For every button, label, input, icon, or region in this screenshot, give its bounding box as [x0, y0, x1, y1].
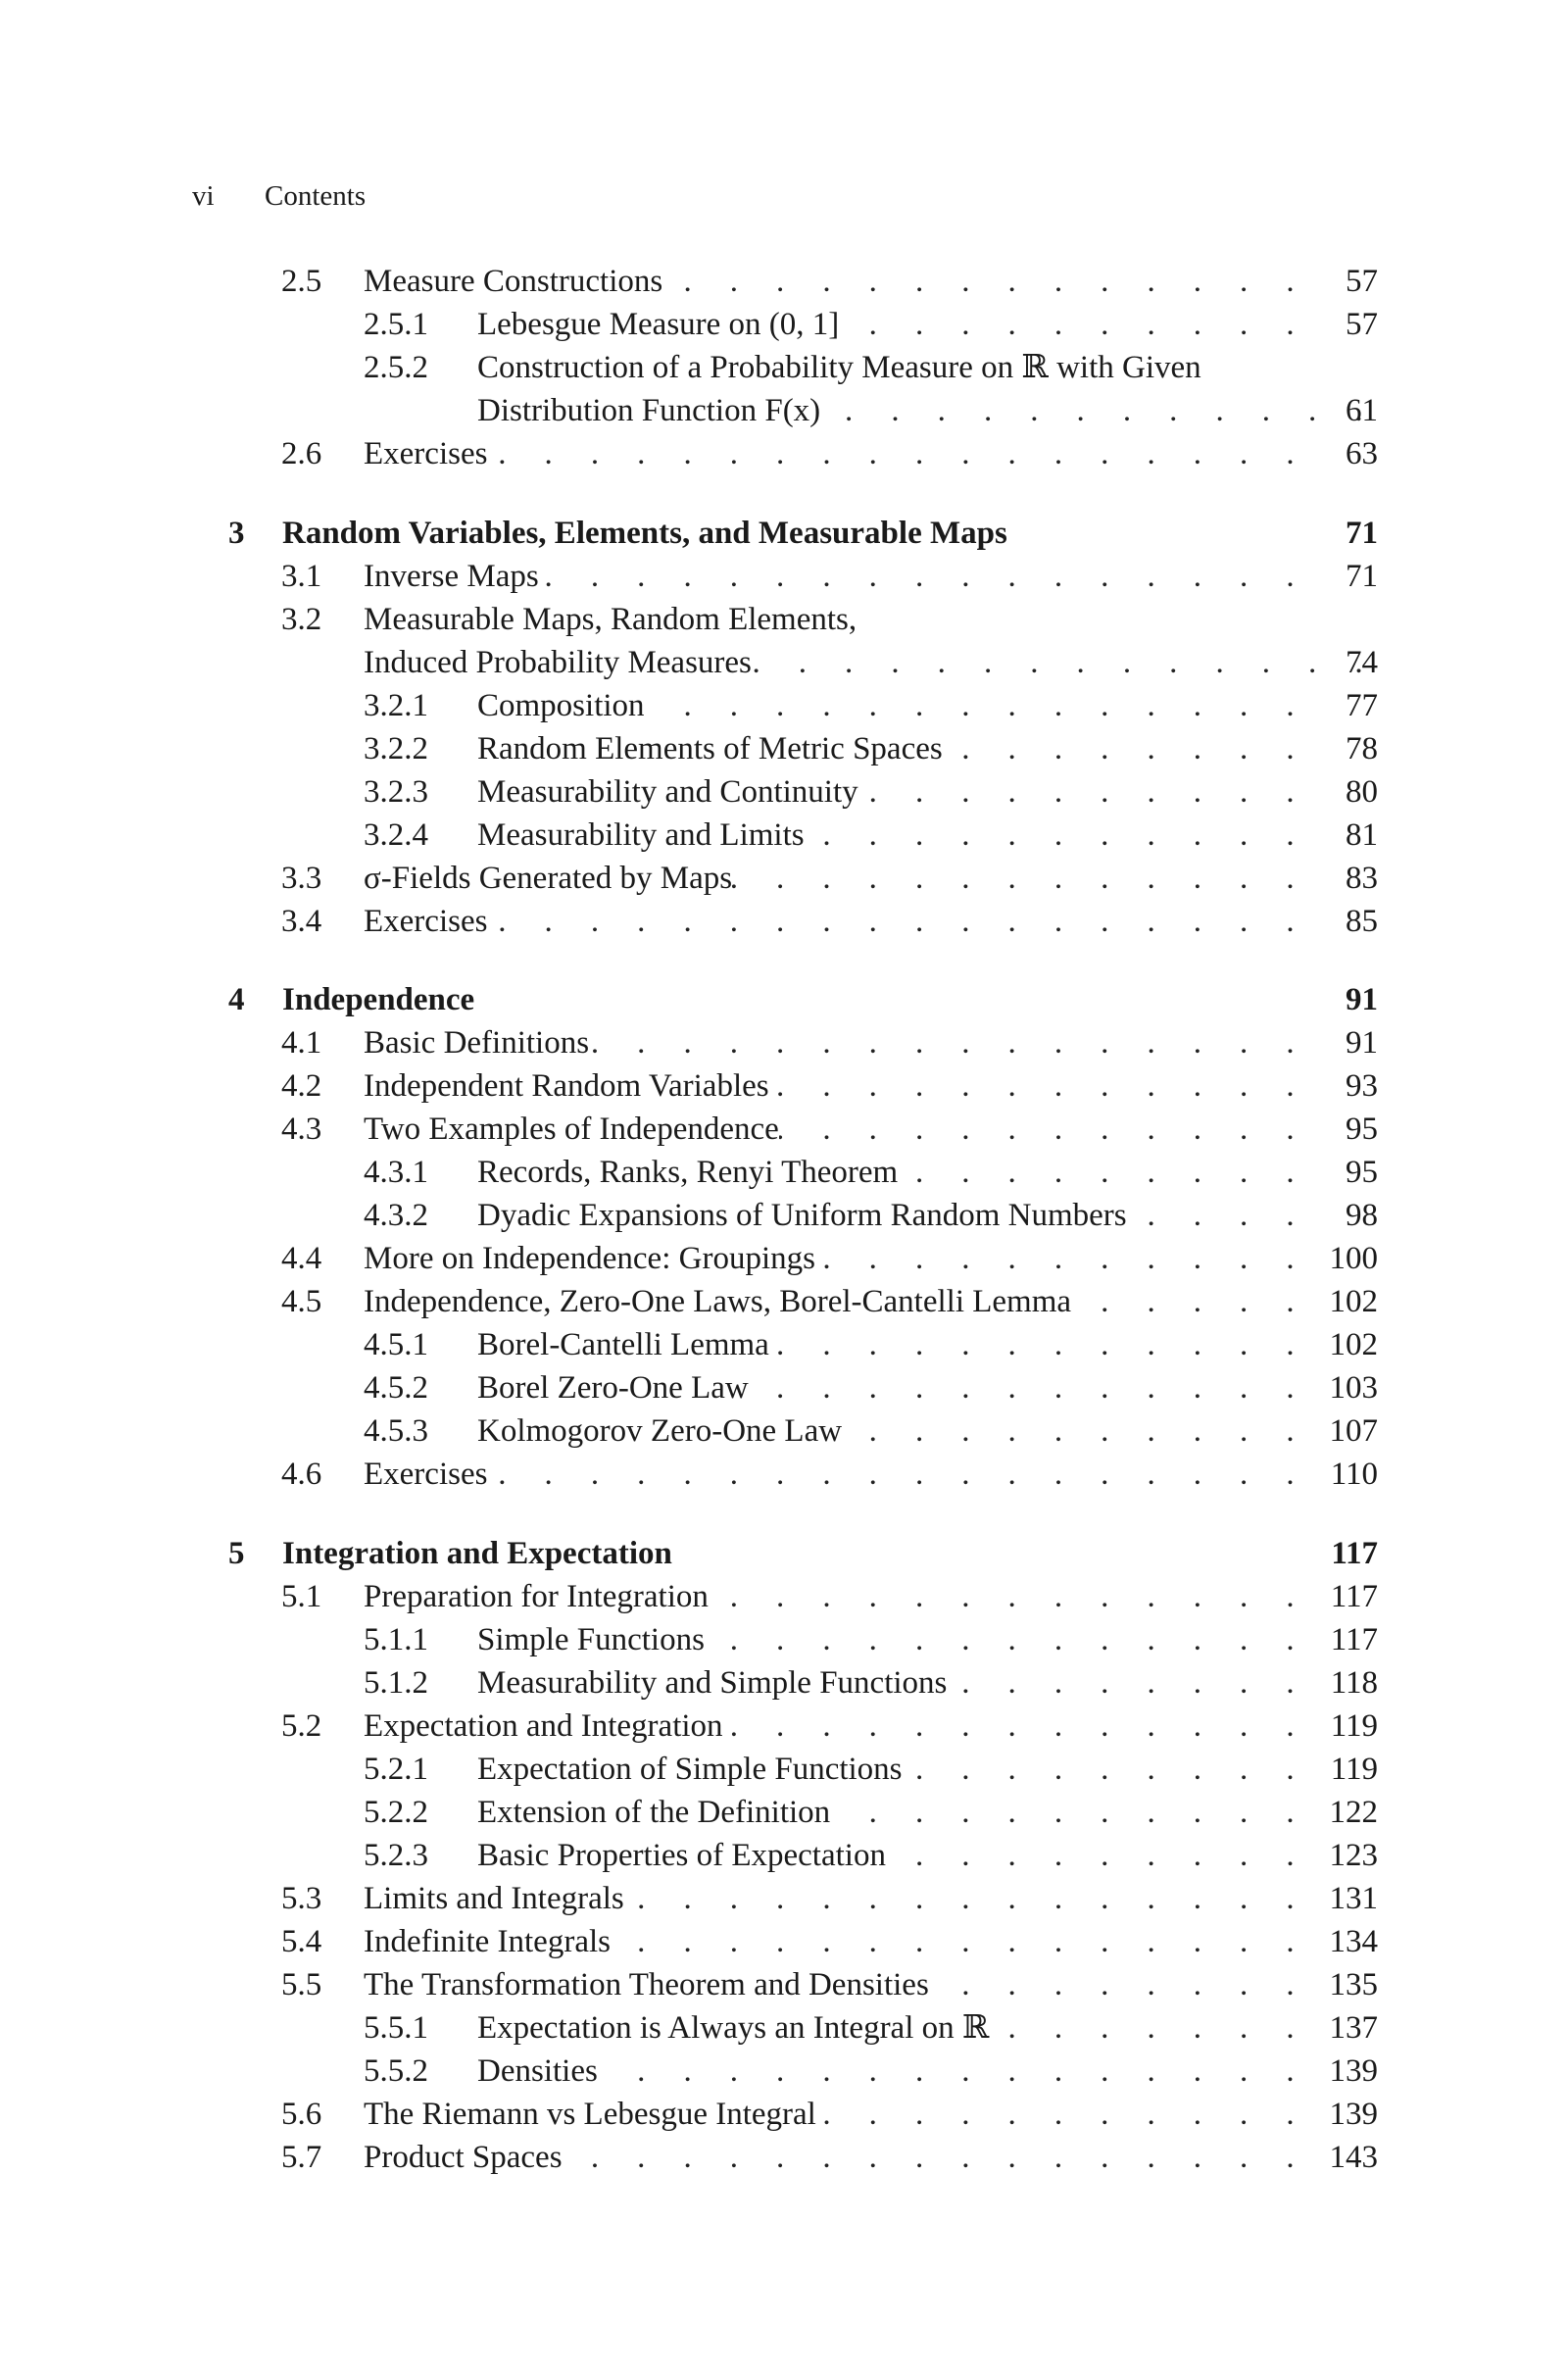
dot-leader [624, 1877, 1309, 1920]
entry-page: 81 [1346, 817, 1378, 853]
toc-entry[interactable] [0, 1064, 1568, 1108]
entry-page: 80 [1346, 774, 1378, 810]
entry-title: Measurability and Simple Functions [477, 1665, 948, 1701]
dot-leader [487, 1453, 1309, 1496]
dot-leader [732, 857, 1309, 900]
section-number: 5.6 [281, 2097, 322, 2132]
dot-leader [709, 1575, 1309, 1618]
dot-leader [749, 1366, 1309, 1409]
chapter-number: 3 [228, 516, 245, 551]
entry-page: 74 [1346, 645, 1378, 680]
dot-leader [820, 389, 1378, 432]
chapter-number: 5 [228, 1536, 245, 1571]
toc-entry[interactable] [0, 555, 1568, 598]
section-number: 5.2.1 [364, 1752, 428, 1787]
section-number: 5.5 [281, 1967, 322, 2002]
entry-page: 137 [1329, 2010, 1378, 2046]
entry-page: 71 [1346, 559, 1378, 594]
entry-title: More on Independence: Groupings [364, 1241, 815, 1276]
dot-leader [1127, 1194, 1309, 1237]
dot-leader [1071, 1280, 1309, 1323]
dot-leader [816, 2093, 1309, 2136]
entry-page: 122 [1329, 1795, 1378, 1830]
dot-leader [662, 260, 1309, 303]
entry-title: Independent Random Variables [364, 1068, 769, 1104]
toc-entry[interactable] [0, 814, 1568, 857]
entry-title: Borel-Cantelli Lemma [477, 1327, 769, 1362]
entry-title: Expectation and Integration [364, 1708, 723, 1744]
toc-entry[interactable] [0, 1194, 1568, 1237]
toc-entry[interactable] [0, 727, 1568, 770]
section-number: 3.2 [281, 602, 322, 637]
section-number: 3.3 [281, 861, 322, 896]
entry-title: Measurable Maps, Random Elements, [364, 602, 858, 637]
dot-leader [752, 641, 1378, 684]
toc-entry[interactable] [0, 2006, 1568, 2050]
chapter-title: Random Variables, Elements, and Measurable Maps [282, 516, 1007, 551]
toc-entry[interactable] [0, 1920, 1568, 1963]
section-number: 4.4 [281, 1241, 322, 1276]
entry-page: 102 [1329, 1284, 1378, 1319]
toc-entry[interactable] [0, 2093, 1568, 2136]
dot-leader [487, 432, 1309, 475]
dot-leader [645, 684, 1309, 727]
running-title: Contents [265, 180, 367, 212]
entry-page: 131 [1329, 1881, 1378, 1916]
entry-title: Kolmogorov Zero-One Law [477, 1413, 843, 1449]
section-number: 5.2 [281, 1708, 322, 1744]
toc-entry[interactable] [0, 1618, 1568, 1661]
entry-title: Distribution Function F(x) [477, 393, 821, 428]
section-number: 5.2.2 [364, 1795, 428, 1830]
entry-page: 143 [1329, 2140, 1378, 2175]
entry-title: Measurability and Continuity [477, 774, 858, 810]
entry-title: Densities [477, 2053, 598, 2089]
toc-entry[interactable] [0, 1237, 1568, 1280]
toc-entry[interactable] [0, 2050, 1568, 2093]
section-number: 2.5.1 [364, 307, 428, 342]
section-number: 3.2.4 [364, 817, 428, 853]
dot-leader [929, 1963, 1309, 2006]
toc-entry[interactable] [0, 1963, 1568, 2006]
toc-entry[interactable] [0, 1834, 1568, 1877]
entry-page: 139 [1329, 2097, 1378, 2132]
section-number: 5.7 [281, 2140, 322, 2175]
entry-title: Extension of the Definition [477, 1795, 831, 1830]
section-number: 4.3.2 [364, 1198, 428, 1233]
entry-title: Measurability and Limits [477, 817, 805, 853]
entry-title: Construction of a Probability Measure on ℝ with Given [477, 350, 1201, 385]
entry-title: Composition [477, 688, 645, 723]
dot-leader [563, 2136, 1309, 2179]
dot-leader [815, 1237, 1309, 1280]
dot-leader [989, 2006, 1309, 2050]
toc-entry[interactable] [0, 1748, 1568, 1791]
entry-page: 100 [1329, 1241, 1378, 1276]
section-number: 4.5.1 [364, 1327, 428, 1362]
toc-chapter[interactable] [0, 512, 1568, 555]
dot-leader [779, 1108, 1309, 1151]
dot-leader [947, 1661, 1309, 1705]
entry-title: The Riemann vs Lebesgue Integral [364, 2097, 816, 2132]
entry-title: Basic Properties of Expectation [477, 1838, 886, 1873]
entry-title: Random Elements of Metric Spaces [477, 731, 943, 766]
entry-title: Preparation for Integration [364, 1579, 709, 1614]
entry-page: 102 [1329, 1327, 1378, 1362]
entry-title: Independence, Zero-One Laws, Borel-Cantelli Lemma [364, 1284, 1072, 1319]
entry-page: 117 [1330, 1579, 1378, 1614]
entry-page: 119 [1330, 1752, 1378, 1787]
entry-title: Exercises [364, 436, 488, 471]
entry-page: 103 [1329, 1370, 1378, 1406]
entry-page: 95 [1346, 1112, 1378, 1147]
entry-title: Measure Constructions [364, 264, 663, 299]
entry-page: 93 [1346, 1068, 1378, 1104]
entry-page: 134 [1329, 1924, 1378, 1959]
toc-entry[interactable] [0, 1705, 1568, 1748]
entry-title: Borel Zero-One Law [477, 1370, 749, 1406]
dot-leader [858, 770, 1309, 814]
entry-page: 83 [1346, 861, 1378, 896]
toc-entry[interactable] [0, 598, 1568, 641]
section-number: 3.1 [281, 559, 322, 594]
entry-page: 118 [1330, 1665, 1378, 1701]
section-number: 4.3 [281, 1112, 322, 1147]
toc-entry[interactable] [0, 1323, 1568, 1366]
dot-leader [539, 555, 1309, 598]
dot-leader [903, 1748, 1309, 1791]
toc-entry[interactable] [0, 1108, 1568, 1151]
entry-title: σ-Fields Generated by Maps [364, 861, 733, 896]
section-number: 4.6 [281, 1457, 322, 1492]
chapter-page: 71 [1346, 516, 1378, 551]
entry-page: 63 [1346, 436, 1378, 471]
dot-leader [898, 1151, 1309, 1194]
toc-entry[interactable] [0, 1409, 1568, 1453]
toc-entry[interactable] [0, 2136, 1568, 2179]
entry-title: Inverse Maps [364, 559, 539, 594]
entry-title: Exercises [364, 904, 488, 939]
toc-entry-continuation[interactable] [0, 389, 1568, 432]
entry-page: 107 [1329, 1413, 1378, 1449]
section-number: 4.1 [281, 1025, 322, 1061]
entry-page: 98 [1346, 1198, 1378, 1233]
dot-leader [769, 1064, 1309, 1108]
toc-entry[interactable] [0, 303, 1568, 346]
toc-entry[interactable] [0, 900, 1568, 943]
toc-entry[interactable] [0, 857, 1568, 900]
toc-entry-continuation[interactable] [0, 641, 1568, 684]
entry-page: 77 [1346, 688, 1378, 723]
section-number: 3.2.1 [364, 688, 428, 723]
section-number: 2.6 [281, 436, 322, 471]
section-number: 5.1.1 [364, 1622, 428, 1657]
dot-leader [598, 2050, 1309, 2093]
section-number: 4.5 [281, 1284, 322, 1319]
running-head [192, 174, 366, 218]
dot-leader [805, 814, 1309, 857]
chapter-title: Independence [282, 982, 475, 1017]
entry-page: 95 [1346, 1155, 1378, 1190]
entry-page: 57 [1346, 307, 1378, 342]
section-number: 3.2.2 [364, 731, 428, 766]
dot-leader [611, 1920, 1309, 1963]
dot-leader [723, 1705, 1309, 1748]
dot-leader [886, 1834, 1309, 1877]
toc-entry[interactable] [0, 1661, 1568, 1705]
toc-entry[interactable] [0, 770, 1568, 814]
entry-title: Records, Ranks, Renyi Theorem [477, 1155, 899, 1190]
section-number: 3.4 [281, 904, 322, 939]
section-number: 4.2 [281, 1068, 322, 1104]
entry-page: 61 [1346, 393, 1378, 428]
entry-page: 78 [1346, 731, 1378, 766]
section-number: 4.5.3 [364, 1413, 428, 1449]
dot-leader [943, 727, 1309, 770]
section-number: 4.3.1 [364, 1155, 428, 1190]
section-number: 4.5.2 [364, 1370, 428, 1406]
toc-entry[interactable] [0, 260, 1568, 303]
dot-leader [487, 900, 1309, 943]
entry-title: Lebesgue Measure on (0, 1] [477, 307, 840, 342]
chapter-number: 4 [228, 982, 245, 1017]
toc-entry[interactable] [0, 1151, 1568, 1194]
dot-leader [769, 1323, 1309, 1366]
section-number: 2.5 [281, 264, 322, 299]
chapter-page: 117 [1331, 1536, 1378, 1571]
section-number: 5.1 [281, 1579, 322, 1614]
entry-page: 119 [1330, 1708, 1378, 1744]
entry-page: 85 [1346, 904, 1378, 939]
dot-leader [830, 1791, 1309, 1834]
toc-entry[interactable] [0, 1877, 1568, 1920]
toc-chapter[interactable] [0, 978, 1568, 1021]
entry-title: Limits and Integrals [364, 1881, 624, 1916]
entry-page: 110 [1330, 1457, 1378, 1492]
chapter-page: 91 [1346, 982, 1378, 1017]
entry-title: Induced Probability Measures [364, 645, 752, 680]
section-number: 5.5.2 [364, 2053, 428, 2089]
toc-entry[interactable] [0, 684, 1568, 727]
section-number: 5.1.2 [364, 1665, 428, 1701]
dot-leader [705, 1618, 1309, 1661]
toc-entry[interactable] [0, 1791, 1568, 1834]
entry-title: Simple Functions [477, 1622, 705, 1657]
entry-title: Product Spaces [364, 2140, 563, 2175]
toc-entry[interactable] [0, 1021, 1568, 1064]
entry-title: Exercises [364, 1457, 488, 1492]
section-number: 5.4 [281, 1924, 322, 1959]
entry-title: Basic Definitions [364, 1025, 590, 1061]
section-number: 5.2.3 [364, 1838, 428, 1873]
entry-page: 117 [1330, 1622, 1378, 1657]
entry-title: Expectation of Simple Functions [477, 1752, 903, 1787]
entry-title: Dyadic Expansions of Uniform Random Numbers [477, 1198, 1127, 1233]
toc-entry[interactable] [0, 346, 1568, 389]
section-number: 3.2.3 [364, 774, 428, 810]
section-number: 2.5.2 [364, 350, 428, 385]
toc-entry[interactable] [0, 1280, 1568, 1323]
dot-leader [842, 1409, 1309, 1453]
entry-title: Indefinite Integrals [364, 1924, 611, 1959]
toc-entry[interactable] [0, 1366, 1568, 1409]
section-number: 5.3 [281, 1881, 322, 1916]
entry-title: The Transformation Theorem and Densities [364, 1967, 929, 2002]
toc-chapter[interactable] [0, 1532, 1568, 1575]
page-number: vi [192, 180, 215, 212]
toc-entry[interactable] [0, 1453, 1568, 1496]
toc-entry[interactable] [0, 432, 1568, 475]
section-number: 5.5.1 [364, 2010, 428, 2046]
entry-title: Expectation is Always an Integral on ℝ [477, 2010, 990, 2046]
entry-page: 135 [1329, 1967, 1378, 2002]
entry-title: Two Examples of Independence [364, 1112, 779, 1147]
dot-leader [589, 1021, 1309, 1064]
entry-page: 91 [1346, 1025, 1378, 1061]
entry-page: 123 [1329, 1838, 1378, 1873]
chapter-title: Integration and Expectation [282, 1536, 672, 1571]
entry-page: 57 [1346, 264, 1378, 299]
dot-leader [839, 303, 1309, 346]
toc-entry[interactable] [0, 1575, 1568, 1618]
entry-page: 139 [1329, 2053, 1378, 2089]
